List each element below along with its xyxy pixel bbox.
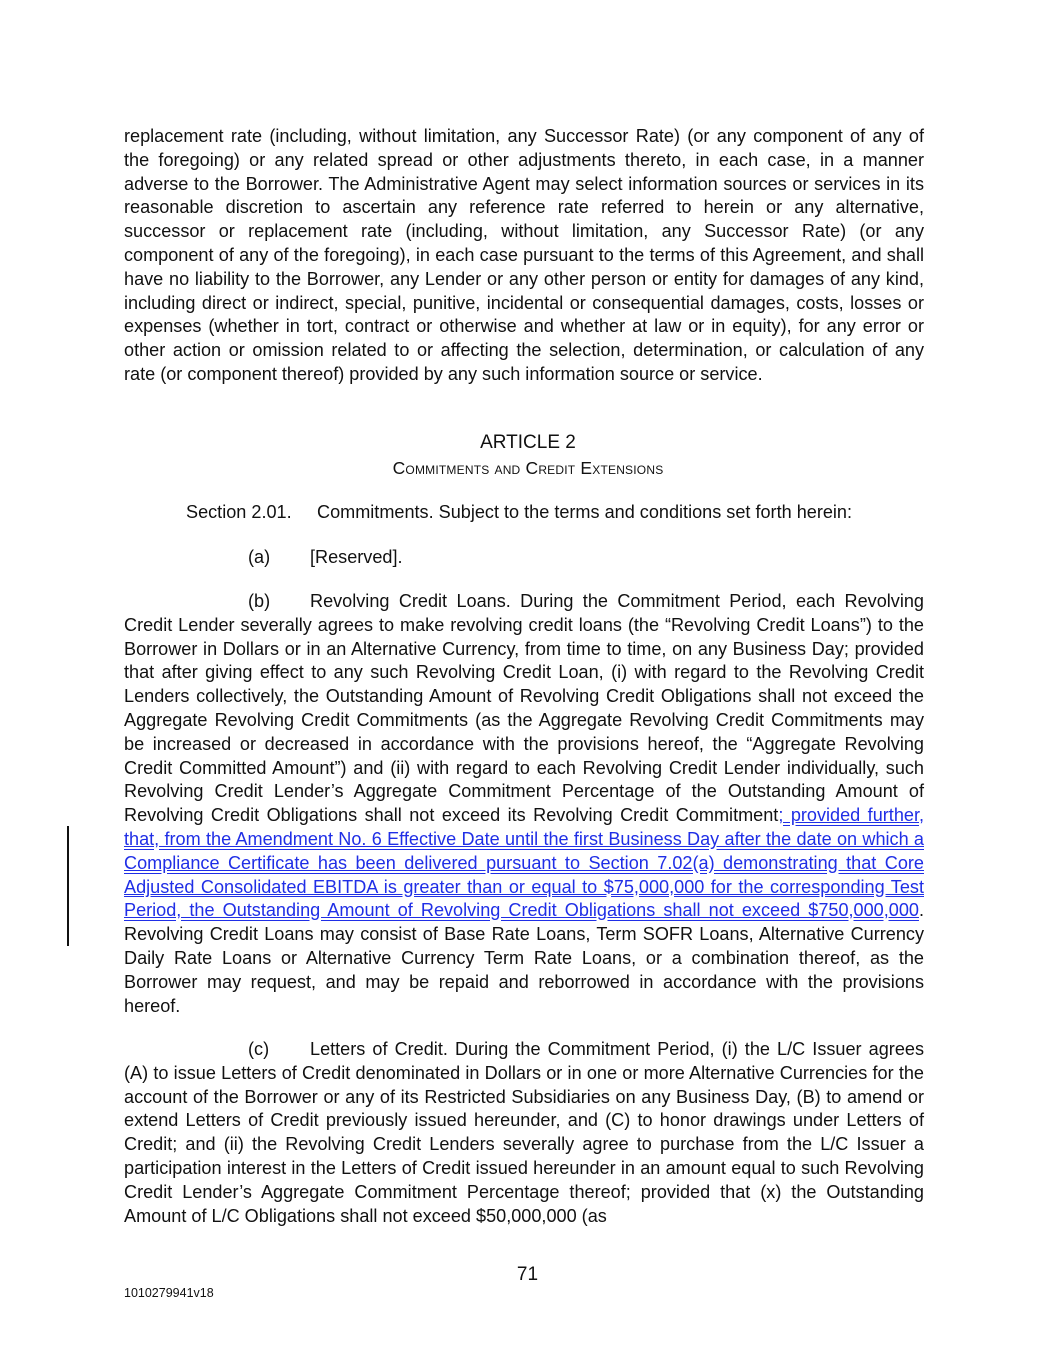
- article-subtitle: Commitments and Credit Extensions: [392, 458, 664, 478]
- item-c-text: Letters of Credit. During the Commitment Period, (i) the L/C Issuer agrees (A) to issue Letters of Credit denominated in Dollars or in one or more Alternative Currencies for the account of the Borrower or any of its Restricted Subsidiaries on any Business Day, (B) to amend or extend Letters of Credit previously issued hereunder, and (C) to honor drawings under Letters of Credit; and (ii) the Revolving Credit Lenders severally agree to purchase from the L/C Issuer a participation interest in the Letters of Credit issued hereunder in an amount equal to such Revolving Credit Lender’s Aggregate Commitment Percentage thereof; provided that (x) the Outstanding Amount of L/C Obligations shall not exceed $50,000,000 (as: [124, 1039, 924, 1226]
- item-a-mark: (a): [248, 547, 271, 567]
- section-text: Commitments. Subject to the terms and conditions set forth herein:: [317, 502, 853, 522]
- item-b-paragraph: [124, 590, 924, 1018]
- item-b-mark: (b): [248, 591, 271, 611]
- revision-change-bar: [67, 826, 69, 946]
- item-b-text-after: . Revolving Credit Loans may consist of Base Rate Loans, Term SOFR Loans, Alternative Currency Daily Rate Loans or Alternative Currency Term Rate Loans, or a combination thereof, as the Borrower may request, and may be repaid and reborrowed in accordance with the provisions hereof.: [124, 900, 924, 1016]
- item-a: [248, 545, 403, 569]
- inserted-amendment-text: ; provided further, that, from the Amendment No. 6 Effective Date until the first Business Day after the date on which a Compliance Certificate has been delivered pursuant to Section 7.02(a) demonstrating that Core Adjusted Consolidated EBITDA is greater than or equal to $75,000,000 for the corresponding Test Period, the Outstanding Amount of Revolving Credit Obligations shall not exceed $750,000,000: [124, 805, 924, 921]
- article-title: ARTICLE 2: [480, 432, 576, 453]
- section-heading: [186, 500, 852, 524]
- item-c-paragraph: [124, 1038, 924, 1228]
- section-number: Section 2.01.: [186, 502, 292, 522]
- page-number: 71: [516, 1264, 539, 1285]
- intro-paragraph: replacement rate (including, without limitation, any Successor Rate) (or any component of any of the foregoing) or any related spread or other adjustments thereto, in each case, in a manner adverse to the Borrower. The Administrative Agent may select information sources or services in its reasonable discretion to ascertain any reference rate referred to herein or any alternative, successor or replacement rate (including, without limitation, any Successor Rate) (or any component of any of the foregoing), in each case pursuant to the terms of this Agreement, and shall have no liability to the Borrower, any Lender or any other person or entity for damages of any kind, including direct or indirect, special, punitive, incidental or consequential damages, costs, losses or expenses (whether in tort, contract or otherwise and whether at law or in equity), for any error or other action or omission related to or affecting the selection, determination, or calculation of any rate (or component thereof) provided by any such information source or service.: [124, 126, 924, 384]
- item-b-text-before: Revolving Credit Loans. During the Commitment Period, each Revolving Credit Lender severally agrees to make revolving credit loans (the “Revolving Credit Loans”) to the Borrower in Dollars or in an Alternative Currency, from time to time, on any Business Day; provided that after giving effect to any such Revolving Credit Loan, (i) with regard to the Revolving Credit Lenders collectively, the Outstanding Amount of Revolving Credit Obligations shall not exceed the Aggregate Revolving Credit Commitments (as the Aggregate Revolving Credit Commitments may be increased or decreased in accordance with the provisions hereof, the “Aggregate Revolving Credit Committed Amount”) and (ii) with regard to each Revolving Credit Lender individually, such Revolving Credit Lender’s Aggregate Commitment Percentage of the Outstanding Amount of Revolving Credit Obligations shall not exceed its Revolving Credit Commitment: [124, 591, 924, 826]
- document-id: 1010279941v18: [124, 1286, 214, 1300]
- item-c-mark: (c): [248, 1039, 270, 1059]
- item-a-text: [Reserved].: [310, 547, 403, 567]
